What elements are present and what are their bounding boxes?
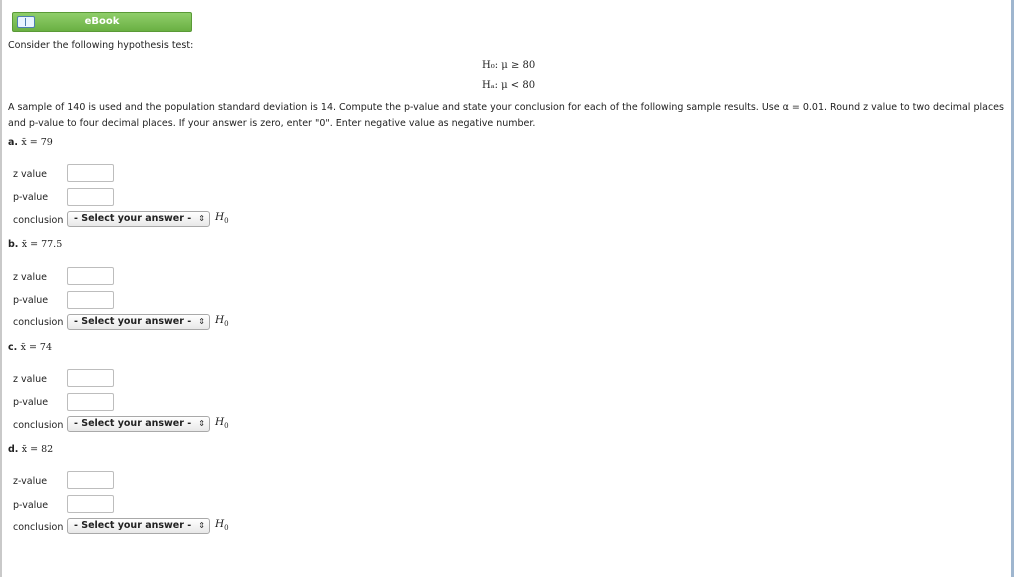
- part-xbar: x̄ = 79: [21, 137, 53, 148]
- select-placeholder: - Select your answer -: [74, 316, 192, 327]
- conclusion-select-d[interactable]: [67, 518, 210, 534]
- select-arrows-icon: ⇕: [198, 317, 205, 326]
- part-letter: a.: [8, 137, 19, 148]
- part-letter: d.: [8, 444, 19, 455]
- p-value-label: p-value: [13, 192, 49, 203]
- intro-text: Consider the following hypothesis test:: [8, 40, 194, 51]
- h0-symbol: $H_0$: [215, 314, 229, 329]
- conclusion-label: conclusion: [13, 420, 64, 431]
- p-value-label: p-value: [13, 295, 49, 306]
- part-b-label: [8, 239, 62, 250]
- select-arrows-icon: ⇕: [198, 419, 205, 428]
- h0-symbol: $H_0$: [215, 416, 229, 431]
- p-value-input-c[interactable]: [67, 393, 114, 411]
- p-value-label: p-value: [13, 500, 49, 511]
- z-value-input-b[interactable]: [67, 267, 114, 285]
- z-value-label: z-value: [13, 476, 48, 487]
- select-placeholder: - Select your answer -: [74, 520, 192, 531]
- p-value-input-d[interactable]: [67, 495, 114, 513]
- select-arrows-icon: ⇕: [198, 214, 205, 223]
- alt-hypothesis: Hₐ: μ < 80: [482, 80, 536, 91]
- problem-statement: [8, 100, 1008, 132]
- part-xbar: x̄ = 77.5: [21, 239, 63, 250]
- part-c-label: [8, 342, 52, 353]
- p-value-input-a[interactable]: [67, 188, 114, 206]
- select-placeholder: - Select your answer -: [74, 213, 192, 224]
- part-letter: b.: [8, 239, 19, 250]
- part-xbar: x̄ = 82: [21, 444, 54, 455]
- conclusion-label: conclusion: [13, 215, 64, 226]
- problem-line-2: and p-value to four decimal places. If your answer is zero, enter "0". Enter negative value as negative number.: [8, 118, 536, 129]
- problem-line-1: A sample of 140 is used and the population standard deviation is 14. Compute the p-value and state your conclusion for each of the following sample results. Use α = 0.01. Round z value to two decimal places: [8, 102, 1004, 113]
- z-value-label: z value: [13, 169, 47, 180]
- select-arrows-icon: ⇕: [198, 521, 205, 530]
- h0-symbol: $H_0$: [215, 518, 229, 533]
- ebook-button[interactable]: [12, 12, 192, 32]
- select-placeholder: - Select your answer -: [74, 418, 192, 429]
- conclusion-select-a[interactable]: [67, 211, 210, 227]
- p-value-input-b[interactable]: [67, 291, 114, 309]
- z-value-input-a[interactable]: [67, 164, 114, 182]
- conclusion-select-b[interactable]: [67, 314, 210, 330]
- conclusion-select-c[interactable]: [67, 416, 210, 432]
- conclusion-label: conclusion: [13, 522, 64, 533]
- null-hypothesis: H₀: μ ≥ 80: [482, 60, 536, 71]
- z-value-label: z value: [13, 374, 47, 385]
- z-value-label: z value: [13, 272, 47, 283]
- h0-symbol: $H_0$: [215, 211, 229, 226]
- part-d-label: [8, 444, 53, 455]
- ebook-label: eBook: [84, 16, 120, 27]
- part-letter: c.: [8, 342, 18, 353]
- z-value-input-c[interactable]: [67, 369, 114, 387]
- conclusion-label: conclusion: [13, 317, 64, 328]
- part-xbar: x̄ = 74: [20, 342, 53, 353]
- part-a-label: [8, 137, 53, 148]
- p-value-label: p-value: [13, 397, 49, 408]
- z-value-input-d[interactable]: [67, 471, 114, 489]
